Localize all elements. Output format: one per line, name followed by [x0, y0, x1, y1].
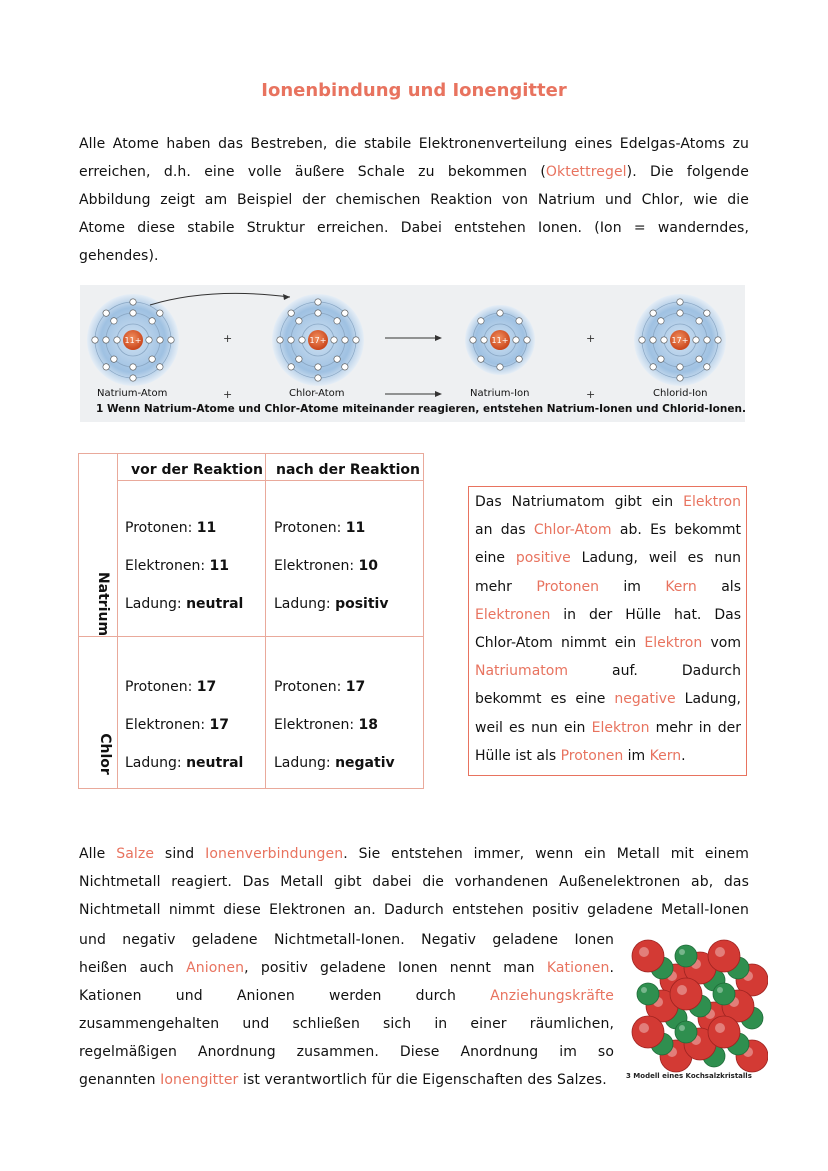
- atom-model: [87, 294, 179, 386]
- text-line: Chlor-Atom nimmt ein Elektron vom: [475, 634, 741, 651]
- highlighted-term: Protonen: [536, 578, 599, 595]
- intro-line: Atome diese stabile Struktur erreichen. Dabei entstehen Ionen. (Ion = wanderndes,: [79, 220, 749, 236]
- text-line: heißen auch Anionen, positiv geladene Ionen nennt man Kationen.: [79, 960, 614, 976]
- header-after: nach der Reaktion: [276, 462, 420, 478]
- group-chlor: Chlor: [97, 733, 113, 775]
- atom-diagram: [80, 285, 745, 422]
- text-line: Elektronen in der Hülle hat. Das: [475, 606, 741, 623]
- plus-sign: +: [223, 332, 233, 345]
- text-line: weil es nun ein Elektron mehr in der: [475, 719, 741, 736]
- highlighted-term: positive: [515, 550, 571, 567]
- chloride-ion-sphere: [670, 978, 702, 1010]
- text-line: Natriumatom auf. Dadurch: [475, 663, 741, 680]
- highlighted-term: Kern: [649, 747, 682, 764]
- table-cell: Ladung: neutral: [125, 755, 244, 771]
- electron-transfer-arrow: [150, 293, 290, 305]
- plus-sign: +: [223, 388, 233, 401]
- table-cell: Elektronen: 17: [125, 717, 229, 733]
- explanation-text: [475, 488, 741, 770]
- chloride-ion-sphere: [632, 1016, 664, 1048]
- highlighted-term: Ionengitter: [160, 1072, 239, 1088]
- text-line: Alle Salze sind Ionenverbindungen. Sie entstehen immer, wenn ein Metall mit einem: [79, 846, 749, 862]
- highlighted-term: Elektronen: [475, 606, 551, 623]
- text-line: Nichtmetall nimmt diese Elektronen an. Dadurch entstehen positiv geladene Metall-Ionen: [79, 902, 749, 918]
- label-natrium-atom: Natrium-Atom: [97, 388, 168, 399]
- plus-sign: +: [586, 388, 596, 401]
- comparison-table: [78, 453, 424, 789]
- table-cell: Ladung: neutral: [125, 596, 244, 612]
- header-before: vor der Reaktion: [131, 462, 263, 478]
- table-cell: Ladung: positiv: [274, 596, 389, 612]
- text-line: Kationen und Anionen werden durch Anziehungskräfte: [79, 988, 614, 1004]
- plus-sign: +: [586, 332, 596, 345]
- table-cell: Protonen: 11: [274, 520, 366, 536]
- highlighted-term: Anziehungskräfte: [490, 988, 614, 1004]
- intro-line: gehendes).: [79, 248, 159, 264]
- salt-crystal-image: [623, 936, 768, 1084]
- table-cell: Ladung: negativ: [274, 755, 395, 771]
- text-line: Nichtmetall reagiert. Das Metall gibt dabei die vorhandenen Außenelektronen ab, das: [79, 874, 749, 890]
- sodium-ion-sphere: [637, 983, 659, 1005]
- chloride-ion-sphere: [708, 940, 740, 972]
- atom-model: [465, 305, 535, 375]
- table-cell: Protonen: 17: [274, 679, 366, 695]
- sodium-ion-sphere: [675, 1021, 697, 1043]
- reaction-figure: [80, 285, 745, 422]
- label-chlor-atom: Chlor-Atom: [289, 388, 345, 399]
- highlighted-term: Kern: [665, 578, 697, 595]
- atom-model: [272, 294, 364, 386]
- text-line: genannten Ionengitter ist verantwortlich für die Eigenschaften des Salzes.: [79, 1072, 607, 1088]
- atom-model: [634, 294, 726, 386]
- text-line: Das Natriumatom gibt ein Elektron: [475, 494, 741, 510]
- table-cell: Protonen: 11: [125, 520, 217, 536]
- highlighted-term: Chlor-Atom: [533, 522, 612, 539]
- highlighted-term: Protonen: [560, 747, 624, 764]
- intro-paragraph: [79, 130, 749, 270]
- page-title: Ionenbindung und Ionengitter: [261, 80, 567, 101]
- highlighted-term: Ionenverbindungen: [205, 846, 344, 862]
- text-line: mehr Protonen im Kern als: [475, 578, 741, 595]
- highlighted-term: Salze: [116, 846, 155, 862]
- text-line: bekommt es eine negative Ladung,: [475, 691, 741, 708]
- chloride-ion-sphere: [632, 940, 664, 972]
- group-natrium: Natrium: [95, 571, 111, 637]
- highlighted-term: Elektron: [591, 719, 650, 736]
- table-cell: Elektronen: 10: [274, 558, 378, 574]
- figure-caption: 1 Wenn Natrium-Atome und Chlor-Atome miteinander reagieren, entstehen Natrium-Ionen und Chlorid-Ionen.: [96, 403, 746, 415]
- table-cell: Protonen: 17: [125, 679, 217, 695]
- text-line: an das Chlor-Atom ab. Es bekommt: [475, 522, 741, 539]
- sodium-ion-sphere: [675, 945, 697, 967]
- label-natrium-ion: Natrium-Ion: [470, 388, 530, 399]
- chloride-ion-sphere: [708, 1016, 740, 1048]
- salze-paragraph: [79, 840, 749, 924]
- text-line: zusammengehalten und schließen sich in einer räumlichen,: [79, 1016, 614, 1032]
- sodium-ion-sphere: [713, 983, 735, 1005]
- crystal-caption: 3 Modell eines Kochsalzkristalls: [626, 1072, 752, 1080]
- highlighted-term: Elektron: [644, 634, 703, 651]
- table-cell: Elektronen: 11: [125, 558, 229, 574]
- intro-line: Abbildung zeigt am Beispiel der chemischen Reaktion von Natrium und Chlor, wie die: [79, 192, 749, 208]
- text-line: regelmäßigen Anordnung zusammen. Diese Anordnung im so: [79, 1044, 614, 1060]
- nucleus-charge: 17+: [309, 336, 327, 345]
- nucleus-charge: 11+: [491, 336, 509, 345]
- label-chlorid-ion: Chlorid-Ion: [653, 388, 708, 399]
- text-line: eine positive Ladung, weil es nun: [475, 550, 741, 567]
- highlighted-term: Kationen: [546, 960, 610, 976]
- ionengitter-paragraph: [79, 926, 614, 1094]
- text-line: und negativ geladene Nichtmetall-Ionen. Negativ geladene Ionen: [79, 932, 614, 948]
- intro-line: erreichen, d.h. eine volle äußere Schale zu bekommen (Oktettregel). Die folgende: [79, 164, 749, 180]
- nucleus-charge: 11+: [124, 336, 142, 345]
- highlighted-term: Elektron: [683, 494, 741, 510]
- intro-line: Alle Atome haben das Bestreben, die stabile Elektronenverteilung eines Edelgas-Atoms zu: [79, 136, 749, 152]
- nucleus-charge: 17+: [671, 336, 689, 345]
- text-line: Hülle ist als Protonen im Kern.: [475, 747, 686, 764]
- highlighted-term: Natriumatom: [475, 663, 568, 680]
- highlighted-term: Anionen: [186, 960, 245, 976]
- table-cell: Elektronen: 18: [274, 717, 378, 733]
- term-oktettregel: Oktettregel: [545, 164, 627, 180]
- highlighted-term: negative: [614, 691, 676, 708]
